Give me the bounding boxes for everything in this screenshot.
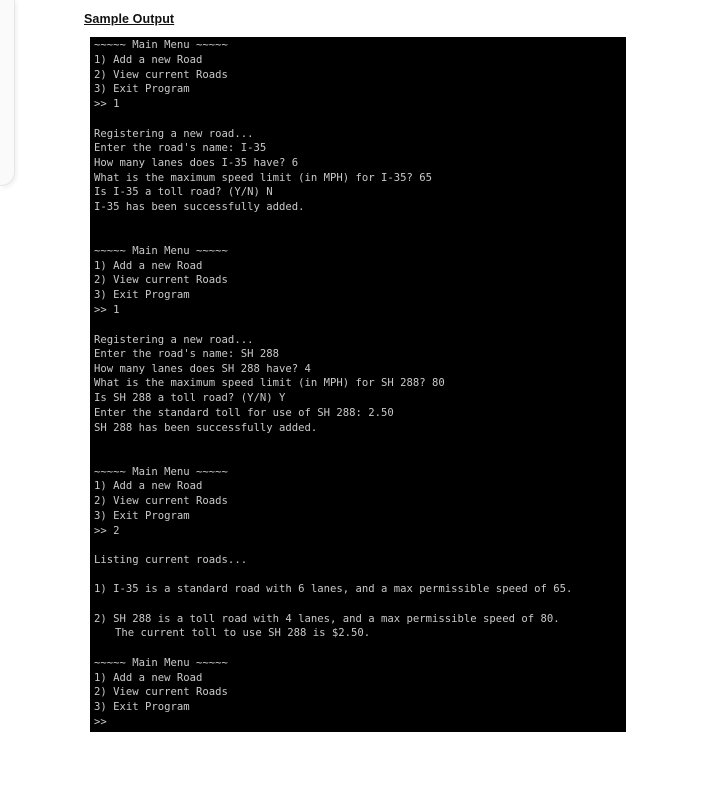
console-line: 2) View current Roads bbox=[94, 495, 228, 507]
console-line: 1) Add a new Road bbox=[94, 672, 203, 684]
console-line: 2) View current Roads bbox=[94, 686, 228, 698]
console-line: Is SH 288 a toll road? (Y/N) Y bbox=[94, 392, 286, 404]
console-line: Listing current roads... bbox=[94, 554, 248, 566]
console-line: How many lanes does I-35 have? 6 bbox=[94, 157, 299, 169]
console-line: I-35 has been successfully added. bbox=[94, 201, 305, 213]
console-line: How many lanes does SH 288 have? 4 bbox=[94, 363, 311, 375]
console-line: 3) Exit Program bbox=[94, 289, 190, 301]
console-line: 3) Exit Program bbox=[94, 701, 190, 713]
console-line: ~~~~~ Main Menu ~~~~~ bbox=[94, 245, 228, 257]
console-line: 1) I-35 is a standard road with 6 lanes, and a max permissible speed of 65. bbox=[94, 583, 573, 595]
console-line: Is I-35 a toll road? (Y/N) N bbox=[94, 186, 273, 198]
card-edge-decoration bbox=[0, 0, 15, 186]
console-line: 3) Exit Program bbox=[94, 510, 190, 522]
console-line: ~~~~~ Main Menu ~~~~~ bbox=[94, 466, 228, 478]
console-line: ~~~~~ Main Menu ~~~~~ bbox=[94, 39, 228, 51]
console-line: Registering a new road... bbox=[94, 128, 254, 140]
console-line: The current toll to use SH 288 is $2.50. bbox=[115, 627, 371, 639]
section-heading: Sample Output bbox=[84, 12, 175, 26]
console-line: Enter the road's name: I-35 bbox=[94, 142, 267, 154]
console-line: >> 2 bbox=[94, 525, 120, 537]
console-line: >> 1 bbox=[94, 304, 120, 316]
console-line: Enter the standard toll for use of SH 288: 2.50 bbox=[94, 407, 394, 419]
console-line: >> 1 bbox=[94, 98, 120, 110]
console-line: What is the maximum speed limit (in MPH) for SH 288? 80 bbox=[94, 377, 445, 389]
console-line: 1) Add a new Road bbox=[94, 260, 203, 272]
console-line: 3) Exit Program bbox=[94, 83, 190, 95]
console-line: Registering a new road... bbox=[94, 334, 254, 346]
console-line: SH 288 has been successfully added. bbox=[94, 422, 318, 434]
console-line: 1) Add a new Road bbox=[94, 54, 203, 66]
console-line: 2) View current Roads bbox=[94, 274, 228, 286]
console-line: 1) Add a new Road bbox=[94, 480, 203, 492]
console-line: ~~~~~ Main Menu ~~~~~ bbox=[94, 657, 228, 669]
console-line: >> bbox=[94, 716, 107, 728]
console-line: 2) SH 288 is a toll road with 4 lanes, and a max permissible speed of 80. bbox=[94, 613, 560, 625]
console-line: 2) View current Roads bbox=[94, 69, 228, 81]
console-line: What is the maximum speed limit (in MPH) for I-35? 65 bbox=[94, 172, 433, 184]
console-line: Enter the road's name: SH 288 bbox=[94, 348, 279, 360]
terminal-output bbox=[90, 37, 626, 732]
